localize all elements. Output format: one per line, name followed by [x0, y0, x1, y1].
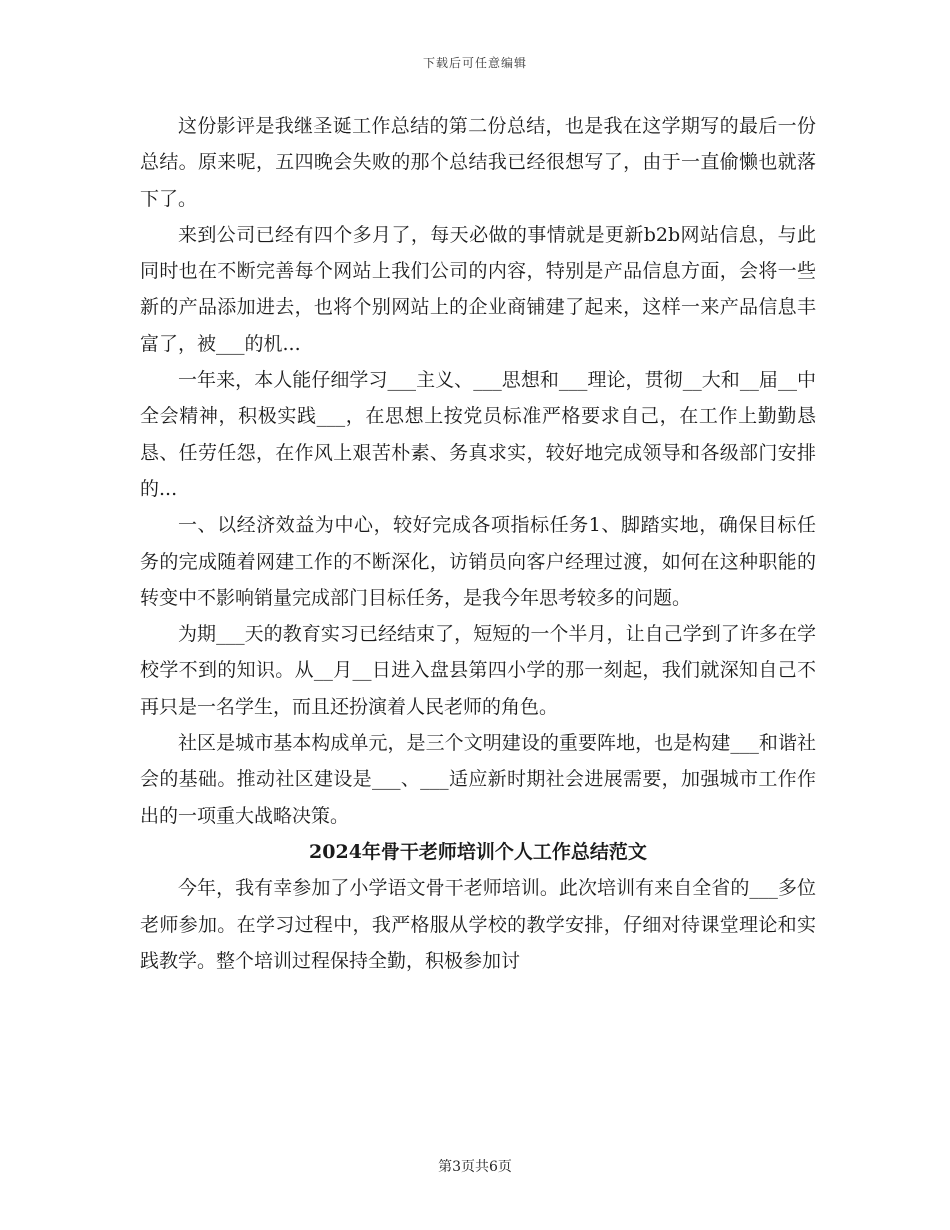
- paragraph-4: 一、以经济效益为中心，较好完成各项指标任务1、脚踏实地，确保目标任务的完成随着网建工作的不断深化，访销员向客户经理过渡，如何在这种职能的转变中不影响销量完成部门目标任务，是我今年思考较多的问题。: [140, 514, 816, 609]
- paragraph-1: 这份影评是我继圣诞工作总结的第二份总结，也是我在这学期写的最后一份总结。原来呢，五四晚会失败的那个总结我已经很想写了，由于一直偷懒也就落下了。: [140, 115, 816, 210]
- paragraph-6: 社区是城市基本构成单元，是三个文明建设的重要阵地，也是构建___和谐社会的基础。推动社区建设是___、___适应新时期社会进展需要，加强城市工作作出的一项重大战略决策。: [140, 732, 816, 827]
- paragraph-3: 一年来，本人能仔细学习___主义、___思想和___理论，贯彻__大和__届__中全会精神，积极实践___，在思想上按党员标准严格要求自己，在工作上勤勤恳恳、任劳任怨，在作风上艰苦朴素、务真求实，较好地完成领导和各级部门安排的...: [140, 369, 816, 500]
- page-header: 下载后可任意编辑: [422, 56, 527, 70]
- paragraph-5: 为期___天的教育实习已经结束了，短短的一个半月，让自己学到了许多在学校学不到的知识。从__月__日进入盘县第四小学的那一刻起，我们就深知自己不再只是一名学生，而且还扮演着人民老师的角色。: [140, 623, 816, 718]
- document-body: [140, 108, 816, 979]
- paragraph-2: 来到公司已经有四个多月了，每天必做的事情就是更新b2b网站信息，与此同时也在不断完善每个网站上我们公司的内容，特别是产品信息方面，会将一些新的产品添加进去，也将个别网站上的企业商铺建了起来，这样一来产品信息丰富了，被___的机...: [140, 223, 816, 355]
- section-paragraph-1: 今年，我有幸参加了小学语文骨干老师培训。此次培训有来自全省的___多位老师参加。在学习过程中，我严格服从学校的教学安排，仔细对待课堂理论和实践教学。整个培训过程保持全勤，积极参加讨: [140, 877, 816, 972]
- section-title: 2024年骨干老师培训个人工作总结范文: [309, 840, 647, 863]
- page-footer: 第3页共6页: [438, 1159, 512, 1175]
